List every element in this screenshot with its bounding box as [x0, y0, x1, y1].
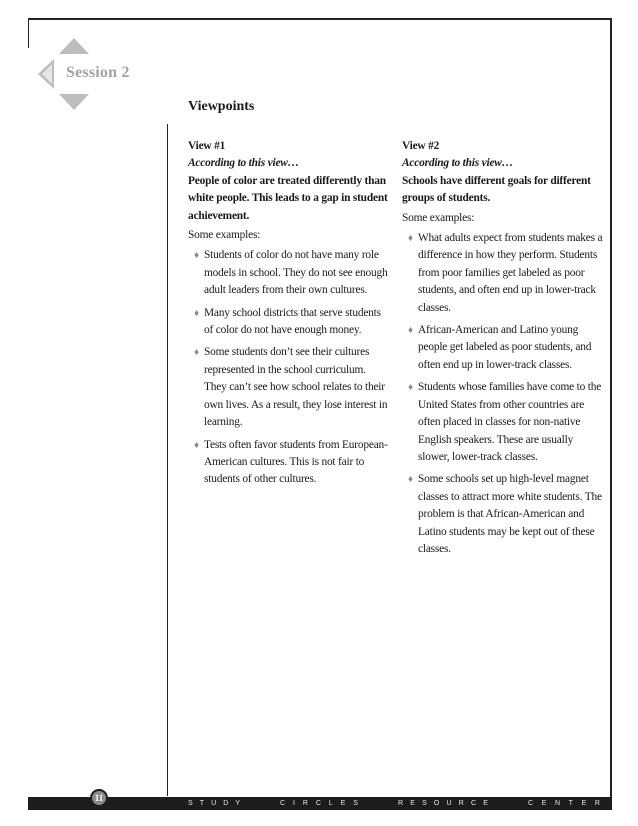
view-1-examples-list — [188, 247, 388, 488]
footer-word — [528, 800, 600, 807]
footer-letter: D — [223, 800, 229, 807]
footer-letter: R — [302, 800, 308, 807]
footer-letter: C — [280, 800, 286, 807]
footer-letter: E — [483, 800, 488, 807]
diamond-bullet-icon: ♦ — [194, 307, 199, 319]
list-item — [402, 322, 606, 374]
diamond-bullet-icon: ♦ — [194, 439, 199, 451]
list-item — [188, 305, 388, 340]
view-2-according: According to this view… — [402, 157, 513, 170]
footer-word — [398, 800, 488, 807]
footer-letter: E — [541, 800, 547, 807]
list-item-text: Some schools set up high-level magnet classes to attract more white students. The problem is that African-American and Latino students may be kept out of these classes. — [418, 473, 602, 555]
footer-letter: I — [292, 800, 295, 807]
view-2-column — [402, 138, 606, 563]
diamond-bullet-icon: ♦ — [194, 347, 199, 359]
list-item — [402, 379, 606, 466]
frame-right-rule — [610, 18, 612, 803]
footer-letter: E — [581, 800, 587, 807]
list-item-text: Tests often favor students from European-American cultures. This is not fair to students of other cultures. — [204, 438, 388, 486]
footer-letter: S — [353, 800, 358, 807]
footer-letter: O — [433, 800, 440, 807]
footer-letter: E — [340, 800, 346, 807]
list-item — [188, 344, 388, 431]
footer-letter: C — [315, 800, 321, 807]
view-2-examples-list — [402, 230, 606, 558]
session-label: Session 2 — [66, 64, 130, 81]
footer-org-name — [188, 797, 600, 810]
footer-letter: L — [328, 800, 333, 807]
list-item-text: Students whose families have come to the United States from other countries are often placed in classes for non-native English speakers. These are usually slower, lower-track classes. — [418, 381, 602, 463]
list-item-text: Many school districts that serve students of color do not have enough money. — [204, 306, 381, 337]
diamond-bullet-icon: ♦ — [408, 233, 413, 245]
page-title: Viewpoints — [188, 99, 255, 114]
footer-letter: U — [446, 800, 452, 807]
footer-letter: R — [594, 800, 600, 807]
view-1-examples-label: Some examples: — [188, 229, 261, 242]
page-number-badge: 11 — [90, 789, 108, 807]
logo-bottom-triangle — [59, 94, 89, 110]
view-2-examples-label: Some examples: — [402, 211, 475, 224]
view-1-heading: View #1 — [188, 140, 226, 152]
list-item — [188, 437, 388, 489]
view-2-heading: View #2 — [402, 140, 440, 152]
view-1-according: According to this view… — [188, 157, 299, 170]
diamond-bullet-icon: ♦ — [194, 250, 199, 262]
frame-top-rule — [28, 18, 612, 20]
diamond-bullet-icon: ♦ — [408, 325, 413, 337]
footer-letter: U — [211, 800, 217, 807]
view-1-column — [188, 138, 388, 494]
list-item — [402, 230, 606, 317]
footer-letter: R — [398, 800, 404, 807]
footer-letter: S — [188, 800, 193, 807]
diamond-bullet-icon: ♦ — [408, 474, 413, 486]
footer-letter: T — [199, 800, 205, 807]
footer-letter: R — [458, 800, 464, 807]
footer-letter: T — [568, 800, 573, 807]
footer-letter: C — [471, 800, 477, 807]
list-item-text: What adults expect from students makes a difference in how they perform. Students from poor families get labeled as poor students, and often end up in lower-track classes. — [418, 232, 603, 314]
list-item-text: Students of color do not have many role models in school. They do not see enough adult leaders from their own cultures. — [204, 249, 388, 297]
footer-letter: C — [528, 800, 534, 807]
column-divider — [167, 124, 168, 796]
footer-letter: Y — [235, 800, 240, 807]
footer-word — [280, 800, 358, 807]
list-item — [188, 247, 388, 299]
diamond-bullet-icon: ♦ — [408, 382, 413, 394]
footer-letter: E — [410, 800, 415, 807]
footer-word — [188, 800, 240, 807]
view-1-claim: People of color are treated differently than white people. This leads to a gap in student achievement. — [188, 174, 388, 222]
list-item-text: Some students don’t see their cultures represented in the school curriculum. They can’t see how school relates to their own lives. As a result, they lose interest in learning. — [204, 346, 388, 429]
list-item — [402, 471, 606, 558]
frame-left-rule — [28, 18, 29, 48]
footer-letter: S — [422, 800, 427, 807]
logo-top-triangle — [59, 38, 89, 54]
footer-letter: N — [554, 800, 561, 807]
view-2-claim: Schools have different goals for different groups of students. — [402, 174, 591, 205]
list-item-text: African-American and Latino young people get labeled as poor students, and often end up in lower-track classes. — [418, 324, 592, 371]
